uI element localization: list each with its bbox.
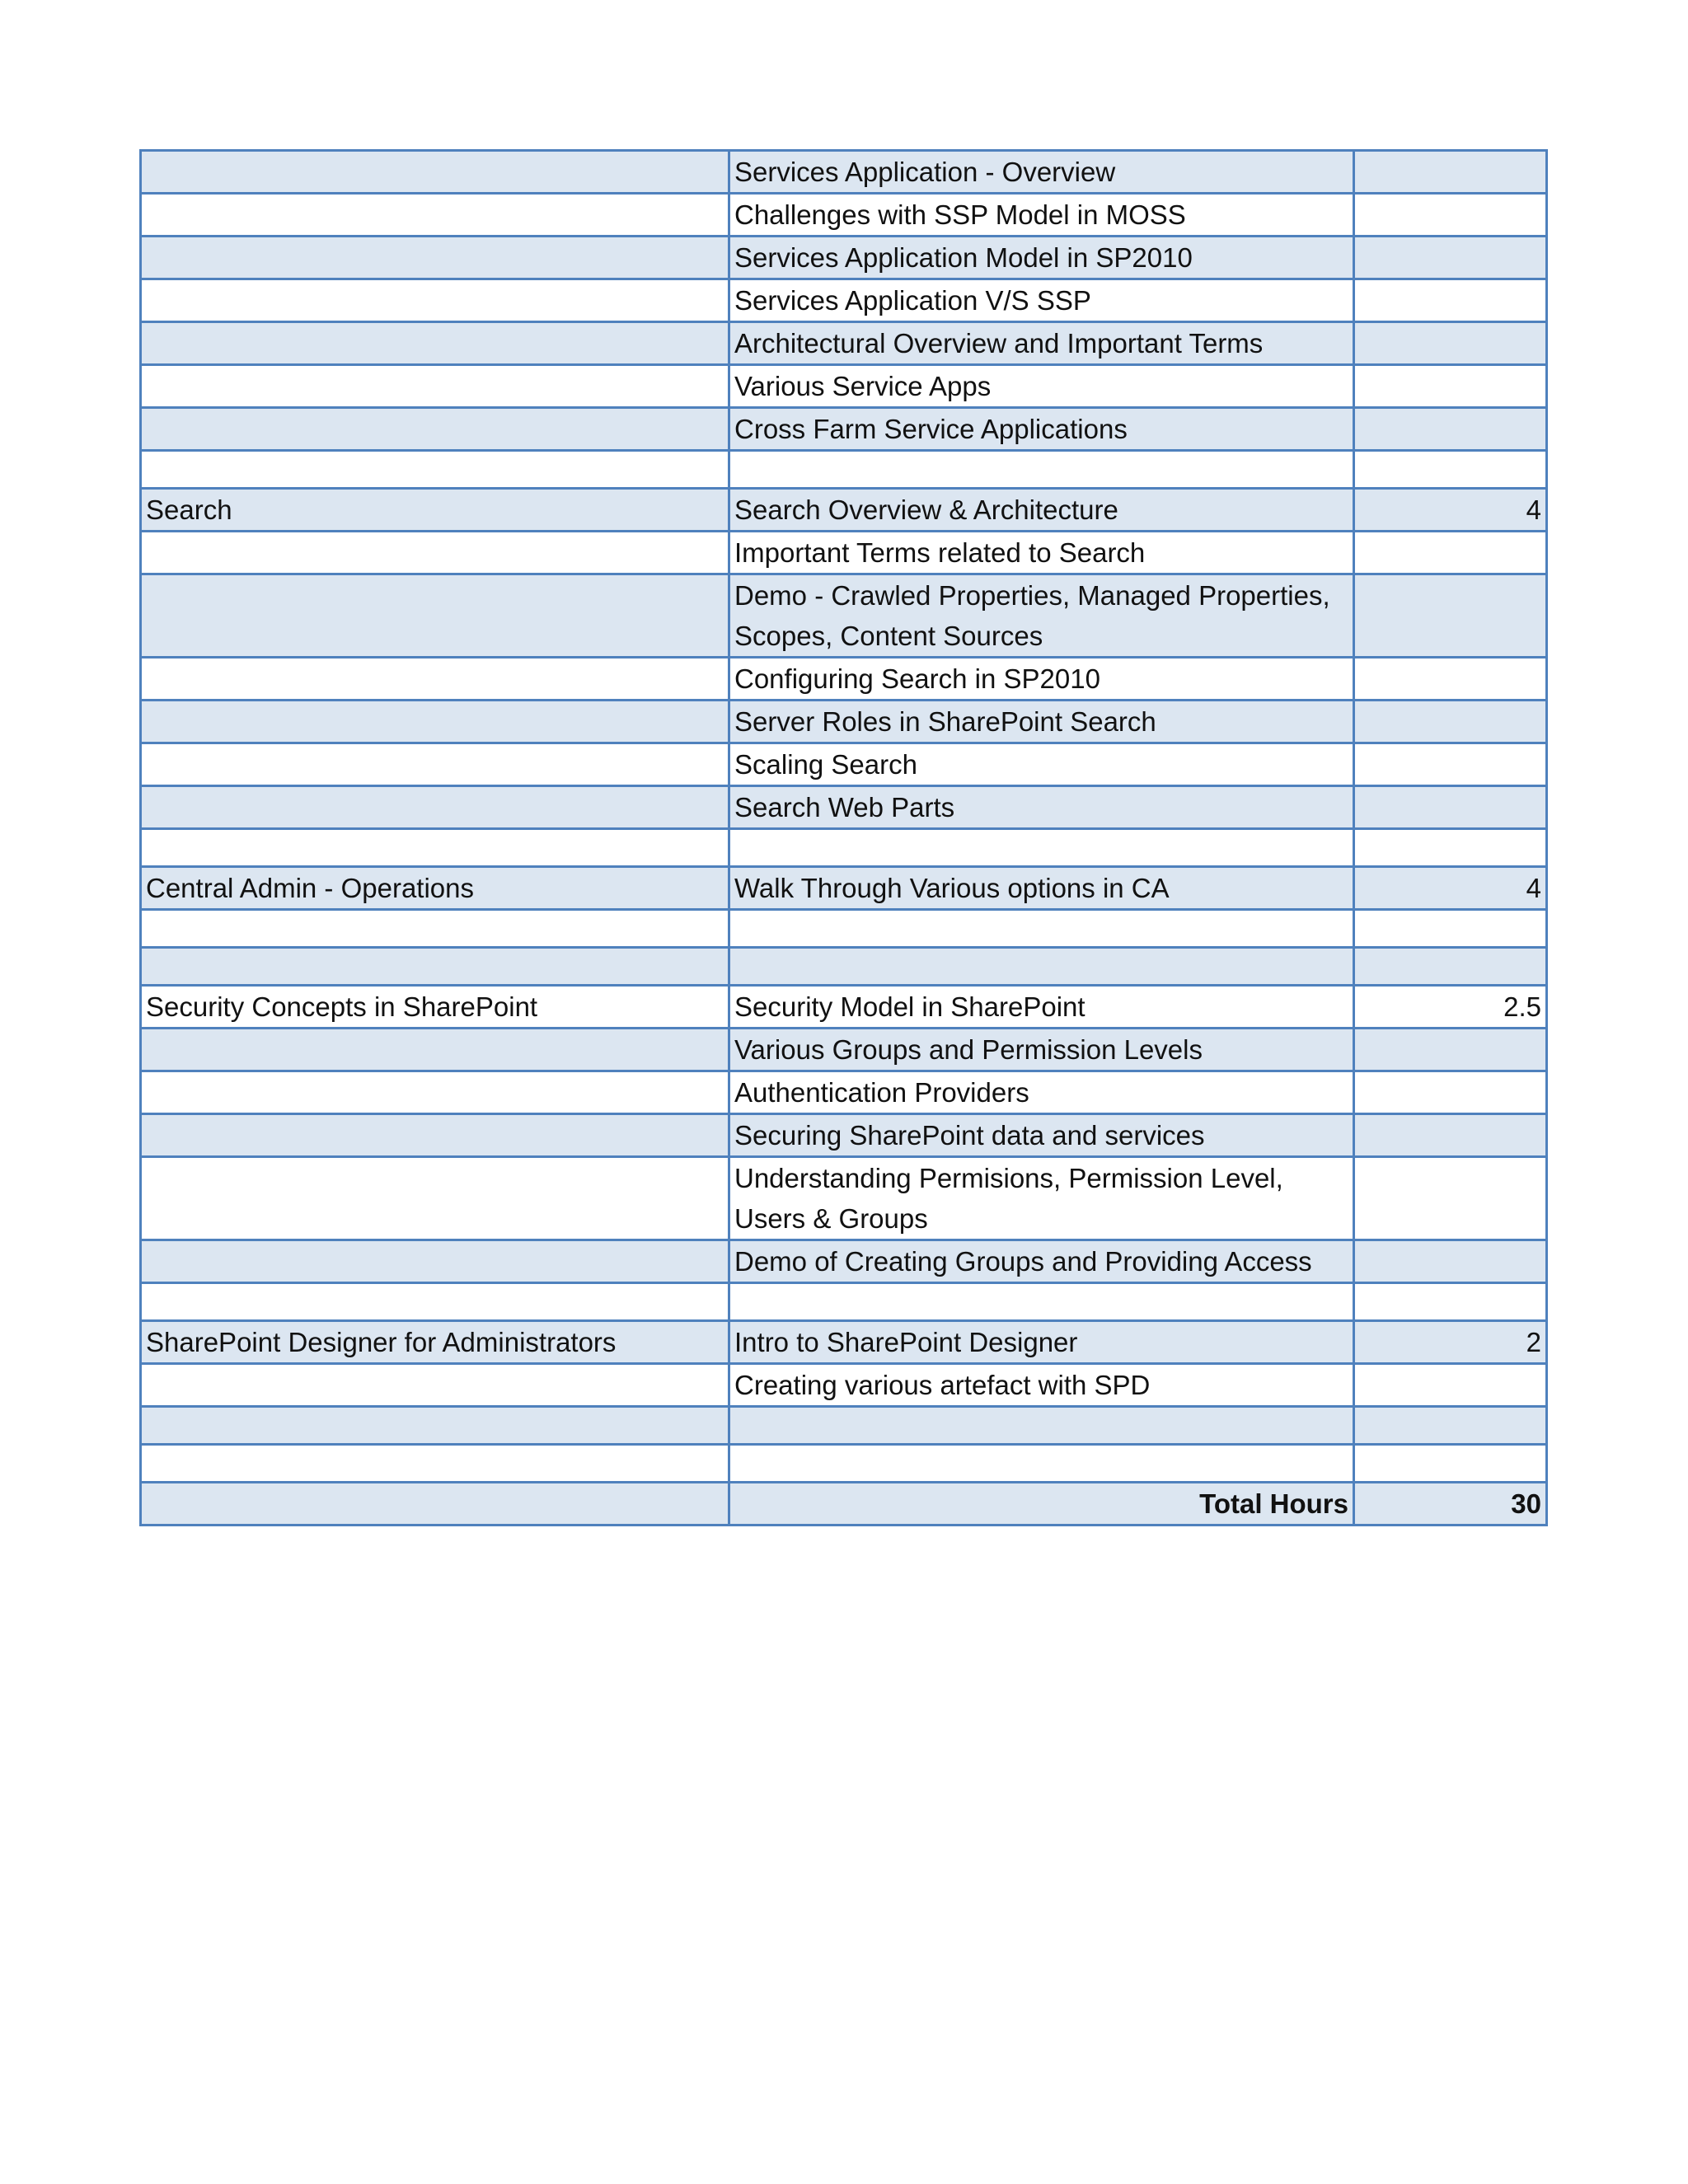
table-row [141,1364,1547,1407]
hours-cell [1354,910,1547,948]
hours-cell [1354,1283,1547,1321]
hours-cell [1354,1240,1547,1283]
total-hours-value: 30 [1354,1483,1547,1526]
module-cell [141,365,729,408]
hours-cell [1354,658,1547,701]
topic-cell: Configuring Search in SP2010 [729,658,1354,701]
table-row [141,986,1547,1029]
module-cell [141,1114,729,1157]
table-row [141,194,1547,237]
topic-cell: Intro to SharePoint Designer [729,1321,1354,1364]
hours-cell: 2.5 [1354,986,1547,1029]
table-row [141,151,1547,194]
module-cell: Search [141,489,729,532]
topic-cell [729,948,1354,986]
module-cell [141,743,729,786]
hours-cell [1354,194,1547,237]
module-cell [141,1071,729,1114]
table-row [141,1071,1547,1114]
table-row [141,867,1547,910]
hours-cell [1354,408,1547,451]
table-row [141,658,1547,701]
total-empty-cell [141,1483,729,1526]
topic-cell [729,829,1354,867]
table-row [141,948,1547,986]
table-row [141,701,1547,743]
hours-cell [1354,1445,1547,1483]
table-row [141,408,1547,451]
table-row [141,743,1547,786]
topic-cell: Search Web Parts [729,786,1354,829]
module-cell: SharePoint Designer for Administrators [141,1321,729,1364]
hours-cell [1354,701,1547,743]
module-cell [141,322,729,365]
hours-cell [1354,151,1547,194]
hours-cell [1354,322,1547,365]
hours-cell: 4 [1354,867,1547,910]
table-row [141,489,1547,532]
module-cell [141,532,729,574]
hours-cell [1354,1071,1547,1114]
module-cell [141,574,729,658]
topic-cell [729,1407,1354,1445]
module-cell [141,408,729,451]
hours-cell [1354,574,1547,658]
table-row [141,532,1547,574]
module-cell [141,948,729,986]
table-row [141,1114,1547,1157]
module-cell [141,1407,729,1445]
hours-cell: 4 [1354,489,1547,532]
total-row [141,1483,1547,1526]
table-row [141,1157,1547,1240]
table-row [141,910,1547,948]
total-hours-label: Total Hours [729,1483,1354,1526]
module-cell [141,786,729,829]
topic-cell: Authentication Providers [729,1071,1354,1114]
table-row [141,786,1547,829]
module-cell [141,237,729,279]
topic-cell: Services Application V/S SSP [729,279,1354,322]
topic-cell [729,1445,1354,1483]
topic-cell: Creating various artefact with SPD [729,1364,1354,1407]
module-cell [141,194,729,237]
hours-cell [1354,786,1547,829]
module-cell [141,910,729,948]
topic-cell: Security Model in SharePoint [729,986,1354,1029]
topic-cell: Challenges with SSP Model in MOSS [729,194,1354,237]
topic-cell [729,451,1354,489]
table-row [141,1321,1547,1364]
table-row [141,237,1547,279]
module-cell [141,829,729,867]
hours-cell [1354,948,1547,986]
table-row [141,1283,1547,1321]
topic-cell: Architectural Overview and Important Terms [729,322,1354,365]
table-row [141,829,1547,867]
table-row [141,322,1547,365]
topic-cell: Search Overview & Architecture [729,489,1354,532]
module-cell [141,1364,729,1407]
module-cell [141,701,729,743]
table-row [141,451,1547,489]
module-cell [141,1029,729,1071]
hours-cell [1354,1029,1547,1071]
table-row [141,365,1547,408]
module-cell [141,658,729,701]
hours-cell [1354,1407,1547,1445]
module-cell [141,1283,729,1321]
hours-cell [1354,829,1547,867]
topic-cell: Demo of Creating Groups and Providing Access [729,1240,1354,1283]
module-cell [141,1157,729,1240]
topic-cell: Cross Farm Service Applications [729,408,1354,451]
table-row [141,1407,1547,1445]
hours-cell [1354,1157,1547,1240]
schedule-body [141,151,1547,1526]
table-row [141,279,1547,322]
topic-cell: Scaling Search [729,743,1354,786]
hours-cell [1354,1364,1547,1407]
course-schedule-table [139,149,1548,1526]
hours-cell [1354,365,1547,408]
topic-cell: Various Groups and Permission Levels [729,1029,1354,1071]
module-cell [141,1240,729,1283]
module-cell: Central Admin - Operations [141,867,729,910]
topic-cell [729,1283,1354,1321]
topic-cell: Services Application - Overview [729,151,1354,194]
module-cell [141,151,729,194]
topic-cell: Demo - Crawled Properties, Managed Properties, Scopes, Content Sources [729,574,1354,658]
table-row [141,1029,1547,1071]
module-cell [141,279,729,322]
table-row [141,1445,1547,1483]
topic-cell: Various Service Apps [729,365,1354,408]
topic-cell: Walk Through Various options in CA [729,867,1354,910]
topic-cell: Securing SharePoint data and services [729,1114,1354,1157]
hours-cell: 2 [1354,1321,1547,1364]
topic-cell [729,910,1354,948]
topic-cell: Services Application Model in SP2010 [729,237,1354,279]
hours-cell [1354,1114,1547,1157]
hours-cell [1354,743,1547,786]
table-row [141,1240,1547,1283]
hours-cell [1354,532,1547,574]
hours-cell [1354,279,1547,322]
module-cell [141,451,729,489]
topic-cell: Important Terms related to Search [729,532,1354,574]
hours-cell [1354,451,1547,489]
topic-cell: Understanding Permisions, Permission Level, Users & Groups [729,1157,1354,1240]
module-cell: Security Concepts in SharePoint [141,986,729,1029]
table-row [141,574,1547,658]
module-cell [141,1445,729,1483]
hours-cell [1354,237,1547,279]
topic-cell: Server Roles in SharePoint Search [729,701,1354,743]
